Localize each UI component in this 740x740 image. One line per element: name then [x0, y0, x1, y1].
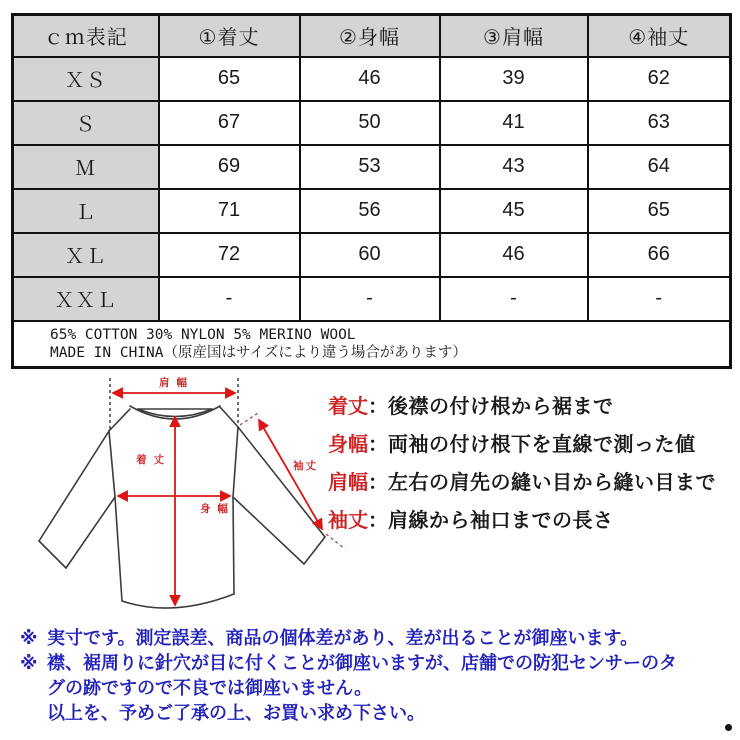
measurement-arrows: [113, 393, 322, 605]
stray-dot: [725, 724, 732, 731]
header-body-width: ②身幅: [300, 15, 440, 57]
note-text: 以上を、予めご了承の上、お買い求め下さい。: [47, 703, 425, 723]
shirt-outline: [39, 406, 325, 608]
legend-item-shoulder-width: [328, 466, 728, 494]
note-line: [20, 626, 730, 651]
cell-value: 43: [440, 145, 588, 189]
diagram-shoulder-label: 肩 幅: [159, 377, 189, 389]
legend-item-sleeve-length: [328, 504, 728, 532]
cell-value: 64: [588, 145, 731, 189]
legend-desc: 肩線から袖口までの長さ: [388, 510, 614, 532]
size-chart-header-row: [13, 15, 731, 57]
legend-separator: ：: [368, 396, 388, 418]
cell-value: 60: [300, 233, 440, 277]
legend-desc: 両袖の付け根下を直線で測った値: [388, 434, 696, 456]
note-text: 実寸です。測定誤差、商品の個体差があり、差が出ることが御座います。: [47, 628, 639, 648]
cell-value: 56: [300, 189, 440, 233]
legend-desc: 左右の肩先の縫い目から縫い目まで: [388, 472, 716, 494]
table-row-xxl: [13, 277, 731, 321]
note-line: [20, 701, 730, 726]
cell-value: 72: [159, 233, 300, 277]
cell-value: 53: [300, 145, 440, 189]
size-label: ＸＳ: [13, 57, 159, 101]
materials-origin: MADE IN CHINA（原産国はサイズにより違う場合があります）: [50, 344, 467, 361]
cell-value: 71: [159, 189, 300, 233]
cell-value: 41: [440, 101, 588, 145]
table-row-s: [13, 101, 731, 145]
note-marker: ※: [20, 653, 38, 673]
header-shoulder-width: ③肩幅: [440, 15, 588, 57]
garment-measurement-diagram: [0, 372, 360, 624]
table-row-l: [13, 189, 731, 233]
materials-cell: [13, 321, 731, 368]
cell-value: 62: [588, 57, 731, 101]
cell-value: -: [588, 277, 731, 321]
table-row-xl: [13, 233, 731, 277]
cell-value: 66: [588, 233, 731, 277]
note-line: [20, 651, 730, 676]
size-label: Ｌ: [13, 189, 159, 233]
legend-separator: ：: [368, 434, 388, 456]
cell-value: -: [300, 277, 440, 321]
note-marker: ※: [20, 628, 38, 648]
materials-composition: 65% COTTON 30% NYLON 5% MERINO WOOL: [50, 326, 356, 343]
legend-item-body-length: [328, 390, 728, 418]
header-cm-label: ｃｍ表記: [13, 15, 159, 57]
sleeve-length-arrow: [259, 420, 322, 529]
note-text: 襟、裾周りに針穴が目に付くことが御座いますが、店舗での防犯センサーのタ: [47, 653, 677, 673]
note-line: [20, 676, 730, 701]
size-label: Ｓ: [13, 101, 159, 145]
legend-separator: ：: [368, 510, 388, 532]
cell-value: 50: [300, 101, 440, 145]
cell-value: -: [159, 277, 300, 321]
header-body-length: ①着丈: [159, 15, 300, 57]
size-label: ＸＸＬ: [13, 277, 159, 321]
purchase-notes: [20, 626, 730, 726]
legend-separator: ：: [368, 472, 388, 494]
measurement-legend: [328, 390, 728, 542]
table-row-xs: [13, 57, 731, 101]
cell-value: 65: [588, 189, 731, 233]
size-label: Ｍ: [13, 145, 159, 189]
cell-value: -: [440, 277, 588, 321]
legend-item-body-width: [328, 428, 728, 456]
size-chart-table: [11, 13, 732, 369]
note-text: グの跡ですので不良では御座いません。: [47, 678, 373, 698]
table-row-m: [13, 145, 731, 189]
cell-value: 39: [440, 57, 588, 101]
size-label: ＸＬ: [13, 233, 159, 277]
legend-term: 肩幅: [328, 472, 368, 494]
cell-value: 46: [440, 233, 588, 277]
header-sleeve-length: ④袖丈: [588, 15, 731, 57]
cell-value: 65: [159, 57, 300, 101]
legend-term: 身幅: [328, 434, 368, 456]
diagram-sleeve-label: 袖丈: [293, 460, 318, 472]
cell-value: 69: [159, 145, 300, 189]
legend-term: 袖丈: [328, 510, 368, 532]
cell-value: 67: [159, 101, 300, 145]
legend-desc: 後襟の付け根から裾まで: [388, 396, 614, 418]
materials-row: [13, 321, 731, 368]
diagram-length-label: 着 丈: [136, 454, 166, 466]
cell-value: 63: [588, 101, 731, 145]
cell-value: 46: [300, 57, 440, 101]
diagram-width-label: 身 幅: [200, 503, 230, 515]
legend-term: 着丈: [328, 396, 368, 418]
cell-value: 45: [440, 189, 588, 233]
